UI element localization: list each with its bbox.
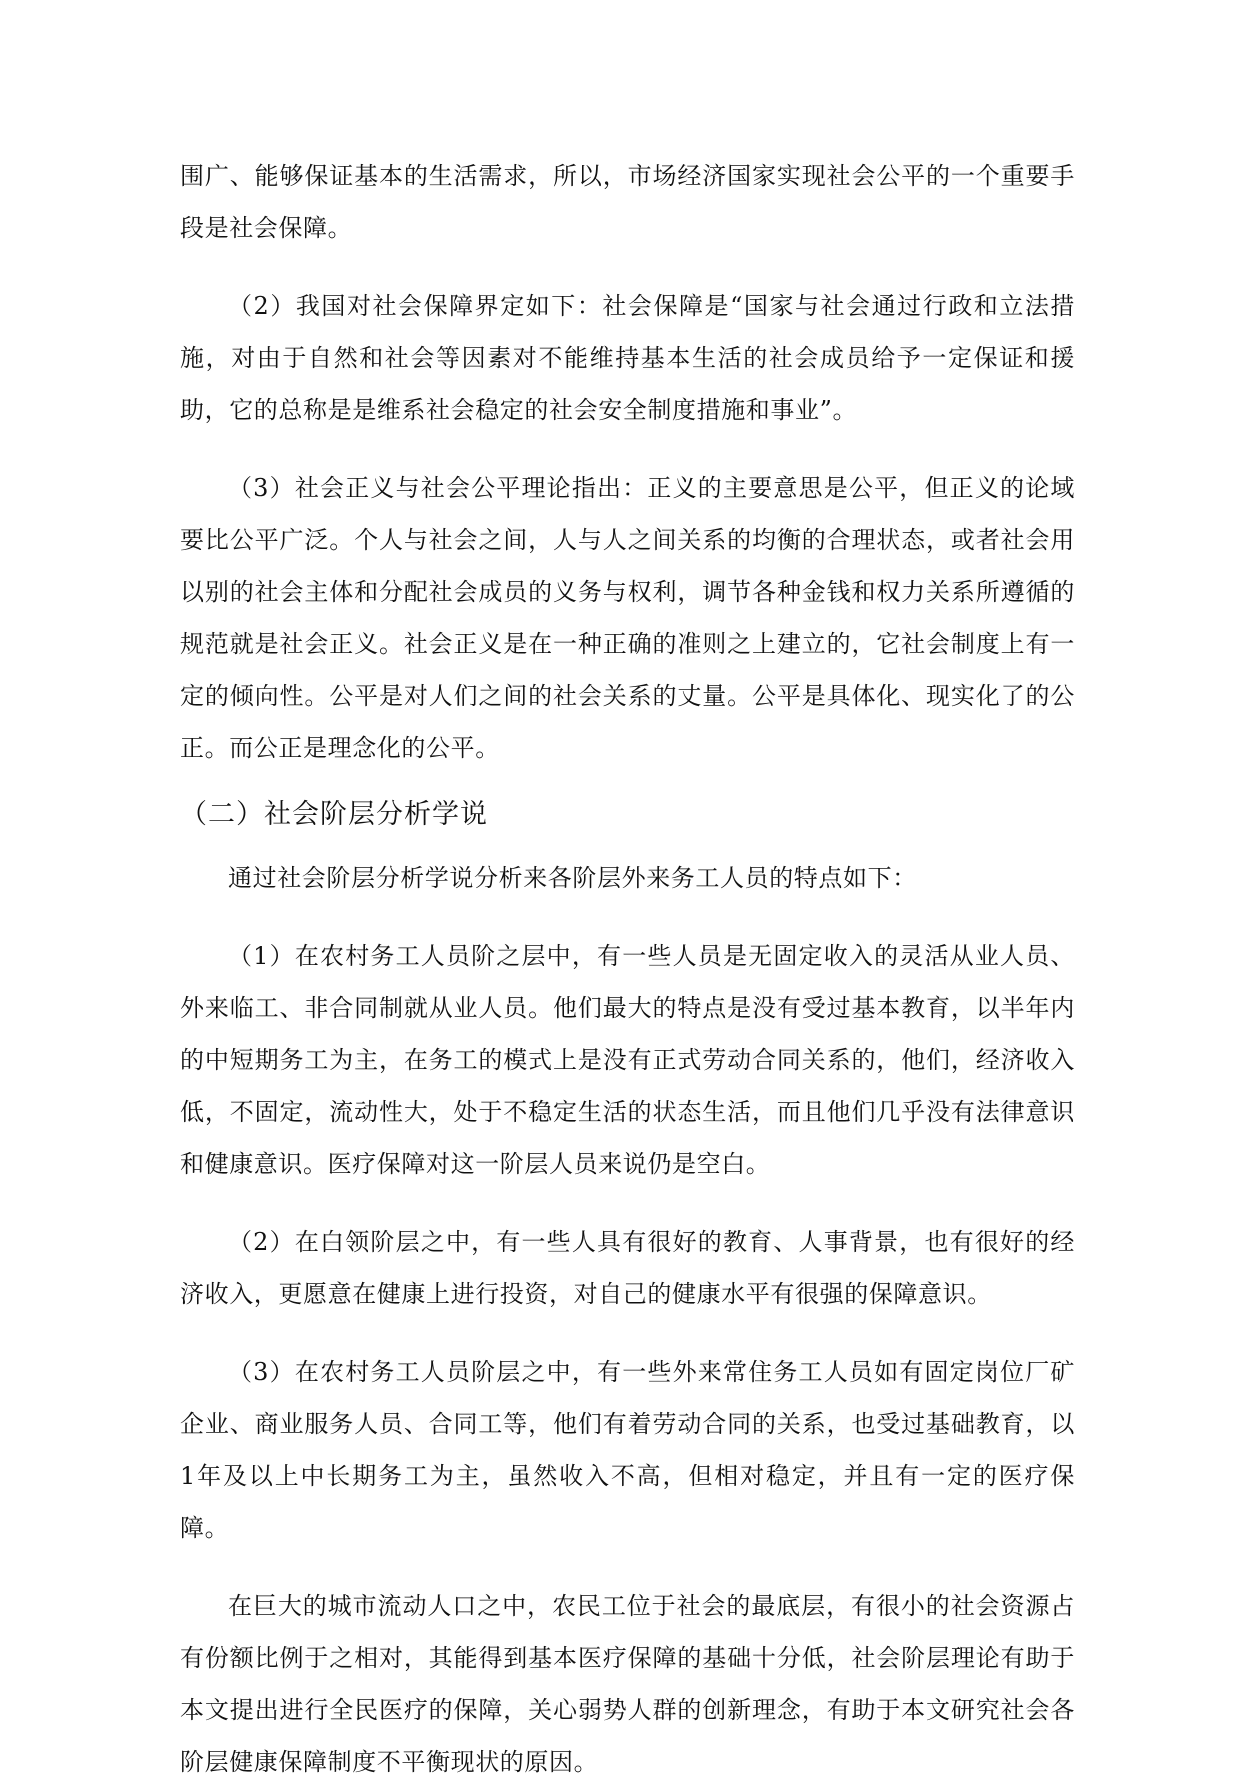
paragraph-conclusion: 在巨大的城市流动人口之中，农民工位于社会的最底层，有很小的社会资源占有份额比例于之相对，其能得到基本医疗保障的基础十分低，社会阶层理论有助于本文提出进行全民医疗的保障，关心弱势人群的创新理念，有助于本文研究社会各阶层健康保障制度不平衡现状的原因。: [180, 1592, 1075, 1776]
paragraph-item-2: （2）我国对社会保障界定如下：社会保障是“国家与社会通过行政和立法措施，对由于自然和社会等因素对不能维持基本生活的社会成员给予一定保证和援助，它的总称是是维系社会稳定的社会安全制度措施和事业”。: [180, 292, 1075, 424]
section-heading: （二）社会阶层分析学说: [180, 799, 488, 830]
section-intro: 通过社会阶层分析学说分析来各阶层外来务工人员的特点如下：: [228, 864, 917, 892]
paragraph-stratum-2: （2）在白领阶层之中，有一些人具有很好的教育、人事背景，也有很好的经济收入，更愿意在健康上进行投资，对自己的健康水平有很强的保障意识。: [180, 1228, 1075, 1308]
paragraph-item-3: （3）社会正义与社会公平理论指出：正义的主要意思是公平，但正义的论域要比公平广泛。个人与社会之间，人与人之间关系的均衡的合理状态，或者社会用以别的社会主体和分配社会成员的义务与权利，调节各种金钱和权力关系所遵循的规范就是社会正义。社会正义是在一种正确的准则之上建立的，它社会制度上有一定的倾向性。公平是对人们之间的社会关系的丈量。公平是具体化、现实化了的公正。而公正是理念化的公平。: [180, 474, 1075, 762]
document-page: [180, 150, 1075, 1788]
paragraph-stratum-1: （1）在农村务工人员阶之层中，有一些人员是无固定收入的灵活从业人员、外来临工、非合同制就从业人员。他们最大的特点是没有受过基本教育，以半年内的中短期务工为主，在务工的模式上是没有正式劳动合同关系的，他们，经济收入低，不固定，流动性大，处于不稳定生活的状态生活，而且他们几乎没有法律意识和健康意识。医疗保障对这一阶层人员来说仍是空白。: [180, 942, 1075, 1178]
paragraph-continuation: 围广、能够保证基本的生活需求，所以，市场经济国家实现社会公平的一个重要手段是社会保障。: [180, 162, 1075, 242]
paragraph-stratum-3: （3）在农村务工人员阶层之中，有一些外来常住务工人员如有固定岗位厂矿企业、商业服务人员、合同工等，他们有着劳动合同的关系，也受过基础教育，以1年及以上中长期务工为主，虽然收入不高，但相对稳定，并且有一定的医疗保障。: [180, 1358, 1075, 1542]
